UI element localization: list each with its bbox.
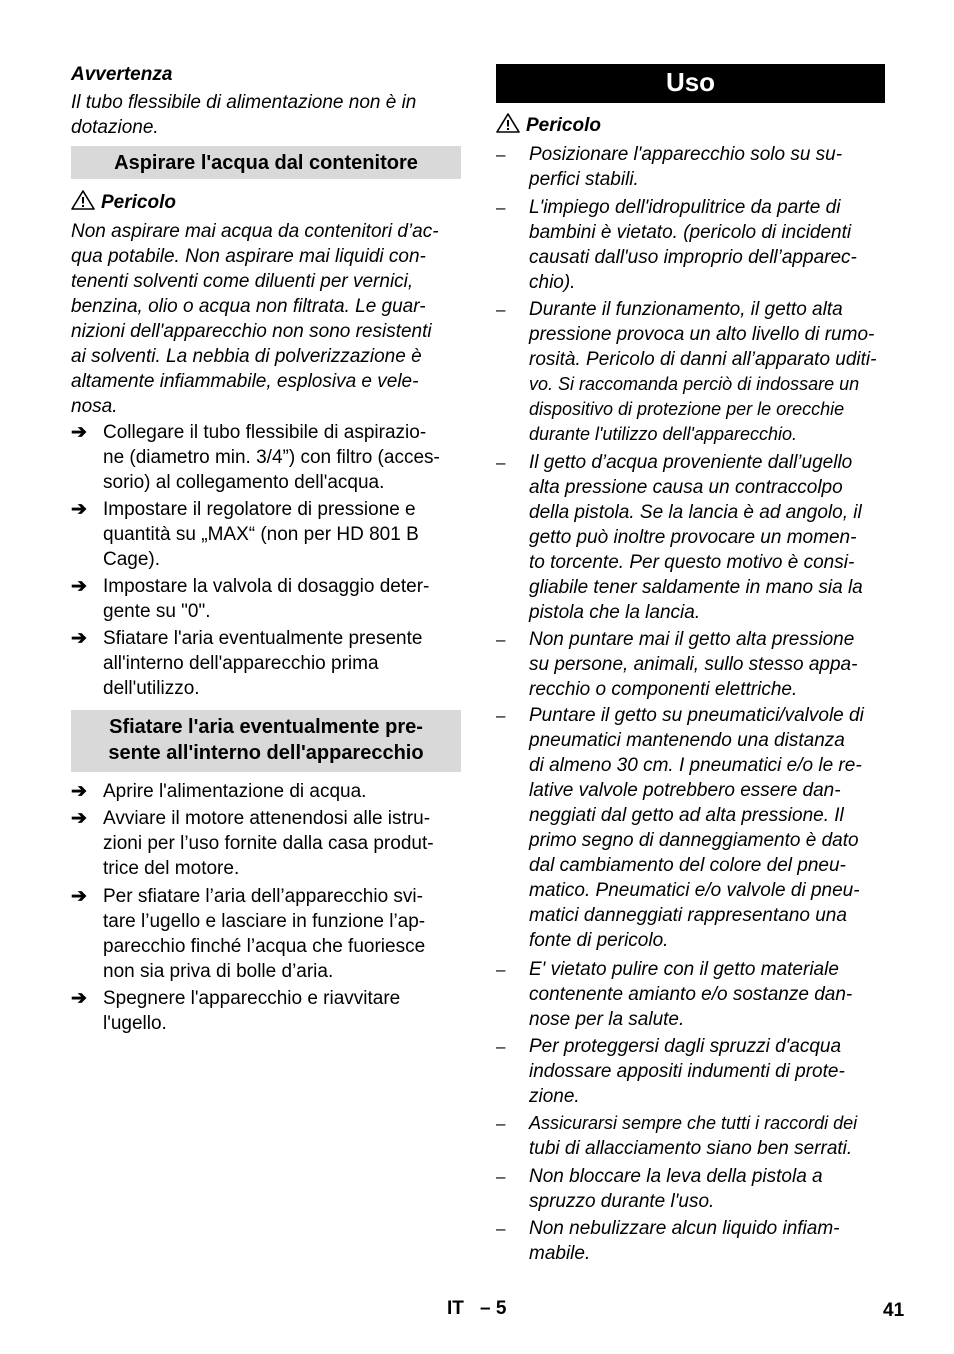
pericolo-label: Pericolo <box>496 113 601 138</box>
arrow-icon: ➔ <box>71 422 87 443</box>
arrow-icon: ➔ <box>71 808 87 829</box>
pericolo-label: Pericolo <box>71 190 176 215</box>
section-heading-uso: Uso <box>496 64 885 103</box>
warning-triangle-icon <box>71 190 95 210</box>
arrow-icon: ➔ <box>71 886 87 907</box>
page-number: 41 <box>883 1300 905 1321</box>
section-heading-sfiatare: Sfiatare l'aria eventualmente pre- sente all'interno dell'apparecchio <box>71 710 461 772</box>
footer-section-page: – 5 <box>480 1298 507 1319</box>
arrow-icon: ➔ <box>71 499 87 520</box>
avvertenza-text: Il tubo flessibile di alimentazione non è in dotazione. <box>71 92 417 138</box>
footer-lang: IT <box>447 1298 464 1319</box>
avvertenza-title: Avvertenza <box>71 64 173 85</box>
section-heading-aspirare: Aspirare l'acqua dal contenitore <box>71 146 461 179</box>
arrow-icon: ➔ <box>71 628 87 649</box>
arrow-icon: ➔ <box>71 781 87 802</box>
arrow-icon: ➔ <box>71 576 87 597</box>
warning-triangle-icon <box>496 113 520 133</box>
danger-paragraph: Non aspirare mai acqua da contenitori d’ac- qua potabile. Non aspirare mai liquidi con- tenenti solventi come diluenti per vernici, benzina, olio o acqua non filtrata. Le guar- nizioni dell'apparecchio non sono resistenti ai solventi. La nebbia di polverizzazione è altamente infiammabile, esplosiva e vele- nosa. <box>71 221 439 417</box>
arrow-icon: ➔ <box>71 988 87 1009</box>
